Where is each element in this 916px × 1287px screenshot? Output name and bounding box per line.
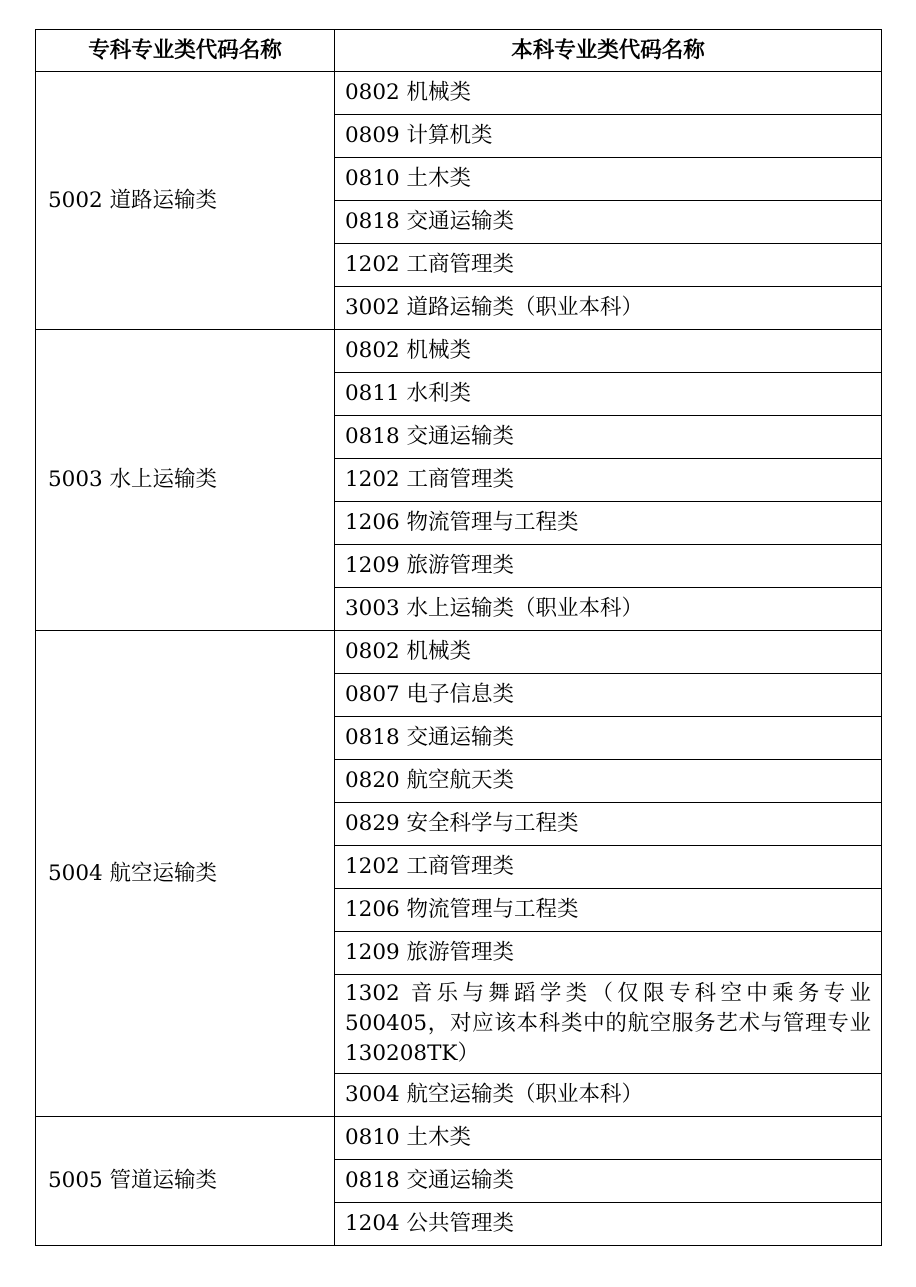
undergraduate-category-cell: 1302 音乐与舞蹈学类（仅限专科空中乘务专业500405，对应该本科类中的航空服务艺术与管理专业 130208TK） <box>335 975 882 1074</box>
undergraduate-category-cell: 1209 旅游管理类 <box>335 932 882 975</box>
undergraduate-category-cell: 0818 交通运输类 <box>335 201 882 244</box>
undergraduate-category-cell: 1202 工商管理类 <box>335 459 882 502</box>
undergraduate-category-cell: 1206 物流管理与工程类 <box>335 502 882 545</box>
table-body <box>36 72 882 1246</box>
undergraduate-category-cell: 3004 航空运输类（职业本科） <box>335 1074 882 1117</box>
undergraduate-category-cell: 0810 土木类 <box>335 1117 882 1160</box>
vocational-category-cell: 5005 管道运输类 <box>36 1117 335 1246</box>
undergraduate-category-cell: 0807 电子信息类 <box>335 674 882 717</box>
undergraduate-category-cell: 0818 交通运输类 <box>335 717 882 760</box>
undergraduate-category-cell: 0802 机械类 <box>335 330 882 373</box>
undergraduate-category-cell: 1202 工商管理类 <box>335 244 882 287</box>
table-row <box>36 72 882 115</box>
undergraduate-category-cell: 0811 水利类 <box>335 373 882 416</box>
undergraduate-category-cell: 0820 航空航天类 <box>335 760 882 803</box>
undergraduate-category-cell: 0802 机械类 <box>335 631 882 674</box>
table-row <box>36 1117 882 1160</box>
undergraduate-category-cell: 1204 公共管理类 <box>335 1203 882 1246</box>
undergraduate-category-cell: 0818 交通运输类 <box>335 416 882 459</box>
undergraduate-category-cell: 0829 安全科学与工程类 <box>335 803 882 846</box>
header-vocational-category: 专科专业类代码名称 <box>36 30 335 72</box>
undergraduate-category-cell: 1206 物流管理与工程类 <box>335 889 882 932</box>
header-undergraduate-category: 本科专业类代码名称 <box>335 30 882 72</box>
undergraduate-category-cell: 3003 水上运输类（职业本科） <box>335 588 882 631</box>
undergraduate-category-cell: 0818 交通运输类 <box>335 1160 882 1203</box>
undergraduate-category-cell: 1202 工商管理类 <box>335 846 882 889</box>
major-mapping-table <box>35 29 882 1246</box>
undergraduate-category-cell: 1209 旅游管理类 <box>335 545 882 588</box>
undergraduate-category-cell: 0809 计算机类 <box>335 115 882 158</box>
table-row <box>36 631 882 674</box>
vocational-category-cell: 5004 航空运输类 <box>36 631 335 1117</box>
vocational-category-cell: 5003 水上运输类 <box>36 330 335 631</box>
vocational-category-cell: 5002 道路运输类 <box>36 72 335 330</box>
undergraduate-category-cell: 3002 道路运输类（职业本科） <box>335 287 882 330</box>
table-header-row <box>36 30 882 72</box>
table-row <box>36 330 882 373</box>
undergraduate-category-cell: 0802 机械类 <box>335 72 882 115</box>
undergraduate-category-cell: 0810 土木类 <box>335 158 882 201</box>
